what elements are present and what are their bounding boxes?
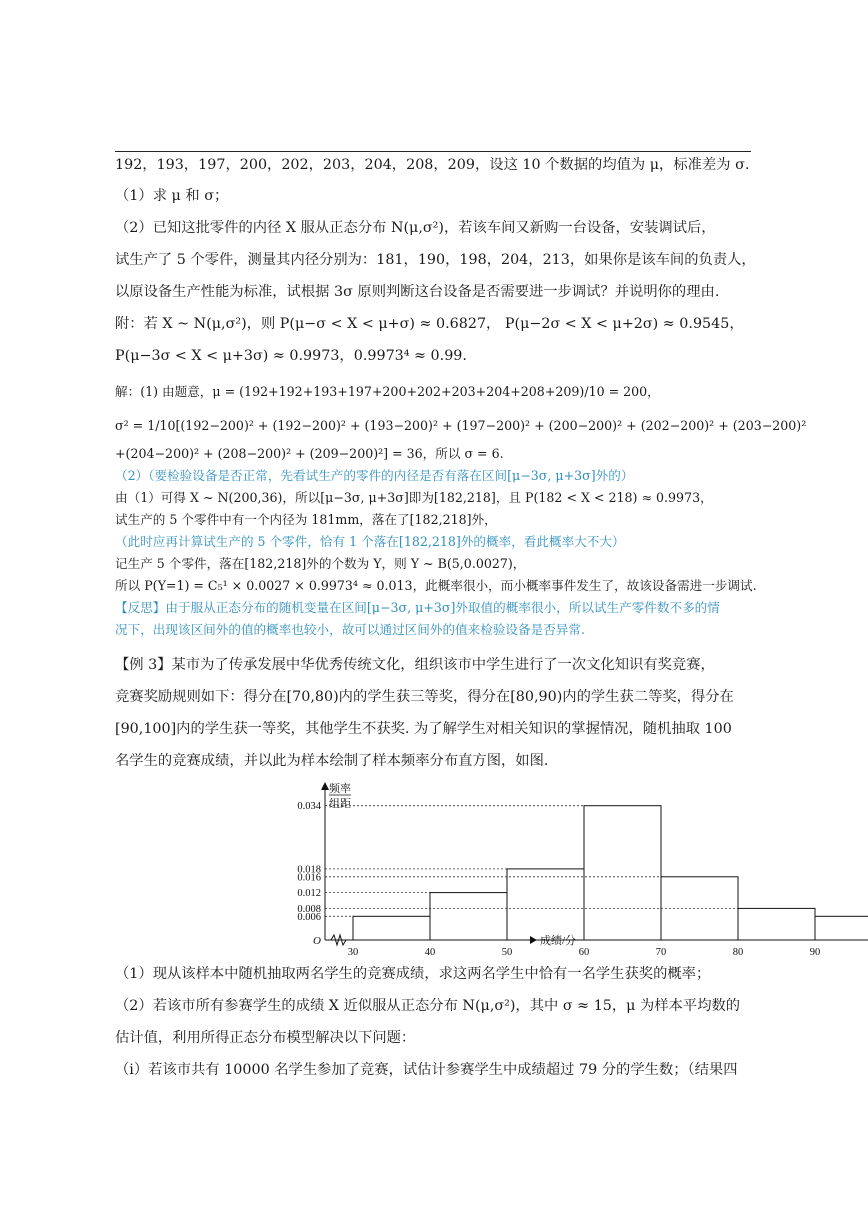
question-1: （1）求 μ 和 σ； bbox=[115, 188, 229, 204]
xtick-label: 60 bbox=[578, 947, 590, 958]
ytick-label: 0.016 bbox=[297, 872, 321, 884]
sub-question-1: （1）现从该样本中随机抽取两名学生的竞赛成绩，求这两名学生中恰有一名学生获奖的概率； bbox=[115, 966, 711, 982]
origin-label: O bbox=[313, 935, 321, 947]
solution-step-3: 记生产 5 个零件，落在[182,218]外的个数为 Y，则 Y ~ B(5,0.0027)， bbox=[115, 556, 526, 571]
histogram-bar bbox=[738, 908, 815, 940]
solution-mean: 解：(1) 由题意，μ = (192+192+193+197+200+202+203+204+208+209)/10 = 200， bbox=[115, 384, 660, 399]
solution-step-2: 试生产的 5 个零件中有一个内径为 181mm，落在了[182,218]外， bbox=[115, 512, 497, 527]
ytick-label: 0.018 bbox=[297, 864, 321, 876]
xtick-label: 50 bbox=[501, 947, 513, 958]
xtick-label: 80 bbox=[732, 947, 744, 958]
xtick-label: 90 bbox=[809, 947, 821, 958]
x-axis-label: 成绩/分 bbox=[540, 935, 577, 947]
example-3-line-2: 竞赛奖励规则如下：得分在[70,80)内的学生获三等奖，得分在[80,90)内的学生获二等奖，得分在 bbox=[115, 689, 734, 705]
histogram-bar bbox=[430, 893, 507, 940]
problem-data-line: 192，193，197，200，202，203，204，208，209，设这 10 个数据的均值为 μ，标准差为 σ. bbox=[115, 157, 750, 173]
reflection-line-2: 况下，出现该区间外的值的概率也较小，故可以通过区间外的值来检验设备是否异常. bbox=[115, 622, 585, 637]
appendix-line-1: 附：若 X ~ N(μ,σ²)，则 P(μ−σ < X < μ+σ) ≈ 0.6827， P(μ−2σ < X < μ+2σ) ≈ 0.9545， bbox=[115, 316, 744, 332]
ytick-label: 0.006 bbox=[297, 911, 321, 923]
example-3-line-4: 名学生的竞赛成绩，并以此为样本绘制了样本频率分布直方图，如图. bbox=[115, 753, 549, 769]
sub-question-2-line-2: 估计值，利用所得正态分布模型解决以下问题： bbox=[115, 1030, 416, 1046]
xtick-label: 70 bbox=[655, 947, 667, 958]
solution-hint-2: （此时应再计算试生产的 5 个零件，恰有 1 个落在[182,218]外的概率，看此概率大不大） bbox=[115, 534, 625, 549]
frequency-histogram bbox=[285, 780, 821, 958]
y-axis-label-top: 频率 bbox=[329, 783, 351, 795]
solution-hint-1: （2）（要检验设备是否正常，先看试生产的零件的内径是否有落在区间[μ−3σ, μ+3σ]外的） bbox=[115, 468, 634, 483]
solution-step-4: 所以 P(Y=1) = C₅¹ × 0.0027 × 0.9973⁴ ≈ 0.013，此概率很小，而小概率事件发生了，故该设备需进一步调试. bbox=[115, 578, 757, 593]
y-axis-label-bottom: 组距 bbox=[329, 798, 351, 810]
solution-variance-line-1: σ² = 1/10[(192−200)² + (192−200)² + (193−200)² + (197−200)² + (200−200)² + (202−200)² + (203−200)² bbox=[115, 418, 807, 433]
sub-question-2-i: （i）若该市共有 10000 名学生参加了竞赛，试估计参赛学生中成绩超过 79 分的学生数；（结果四 bbox=[115, 1062, 738, 1078]
appendix-line-2: P(μ−3σ < X < μ+3σ) ≈ 0.9973，0.9973⁴ ≈ 0.99. bbox=[115, 348, 467, 364]
histogram-bar bbox=[353, 916, 430, 940]
x-axis-arrow bbox=[530, 936, 537, 944]
reflection-line-1: 【反思】由于服从正态分布的随机变量在区间[μ−3σ, μ+3σ]外取值的概率很小，所以试生产零件数不多的情 bbox=[115, 600, 720, 615]
ytick-label: 0.008 bbox=[297, 903, 321, 915]
example-3-line-3: [90,100]内的学生获一等奖，其他学生不获奖. 为了解学生对相关知识的掌握情况，随机抽取 100 bbox=[115, 721, 732, 737]
y-axis-arrow bbox=[321, 782, 329, 790]
xtick-label: 40 bbox=[424, 947, 436, 958]
histogram-bar bbox=[584, 806, 661, 940]
solution-step-1: 由（1）可得 X ~ N(200,36)，所以[μ−3σ, μ+3σ]即为[182,218]，且 P(182 < X < 218) ≈ 0.9973， bbox=[115, 490, 713, 505]
question-2-line-3: 以原设备生产性能为标准，试根据 3σ 原则判断这台设备是否需要进一步调试？并说明你的理由. bbox=[115, 284, 720, 300]
example-3-line-1: 【例 3】某市为了传承发展中华优秀传统文化，组织该市中学生进行了一次文化知识有奖竞赛， bbox=[115, 657, 715, 673]
header-rule bbox=[115, 151, 751, 152]
xtick-label: 30 bbox=[347, 947, 359, 958]
ytick-label: 0.034 bbox=[297, 801, 321, 813]
histogram-bar bbox=[507, 869, 584, 940]
question-2-line-1: （2）已知这批零件的内径 X 服从正态分布 N(μ,σ²)，若该车间又新购一台设备，安装调试后， bbox=[115, 220, 716, 236]
sub-question-2-line-1: （2）若该市所有参赛学生的成绩 X 近似服从正态分布 N(μ,σ²)，其中 σ ≈ 15，μ 为样本平均数的 bbox=[115, 998, 741, 1014]
question-2-line-2: 试生产了 5 个零件，测量其内径分别为：181，190，198，204，213，如果你是该车间的负责人， bbox=[115, 252, 756, 268]
solution-variance-line-2: +(204−200)² + (208−200)² + (209−200)²] = 36，所以 σ = 6. bbox=[115, 446, 504, 461]
ytick-label: 0.012 bbox=[297, 888, 321, 900]
histogram-bar bbox=[815, 916, 868, 940]
